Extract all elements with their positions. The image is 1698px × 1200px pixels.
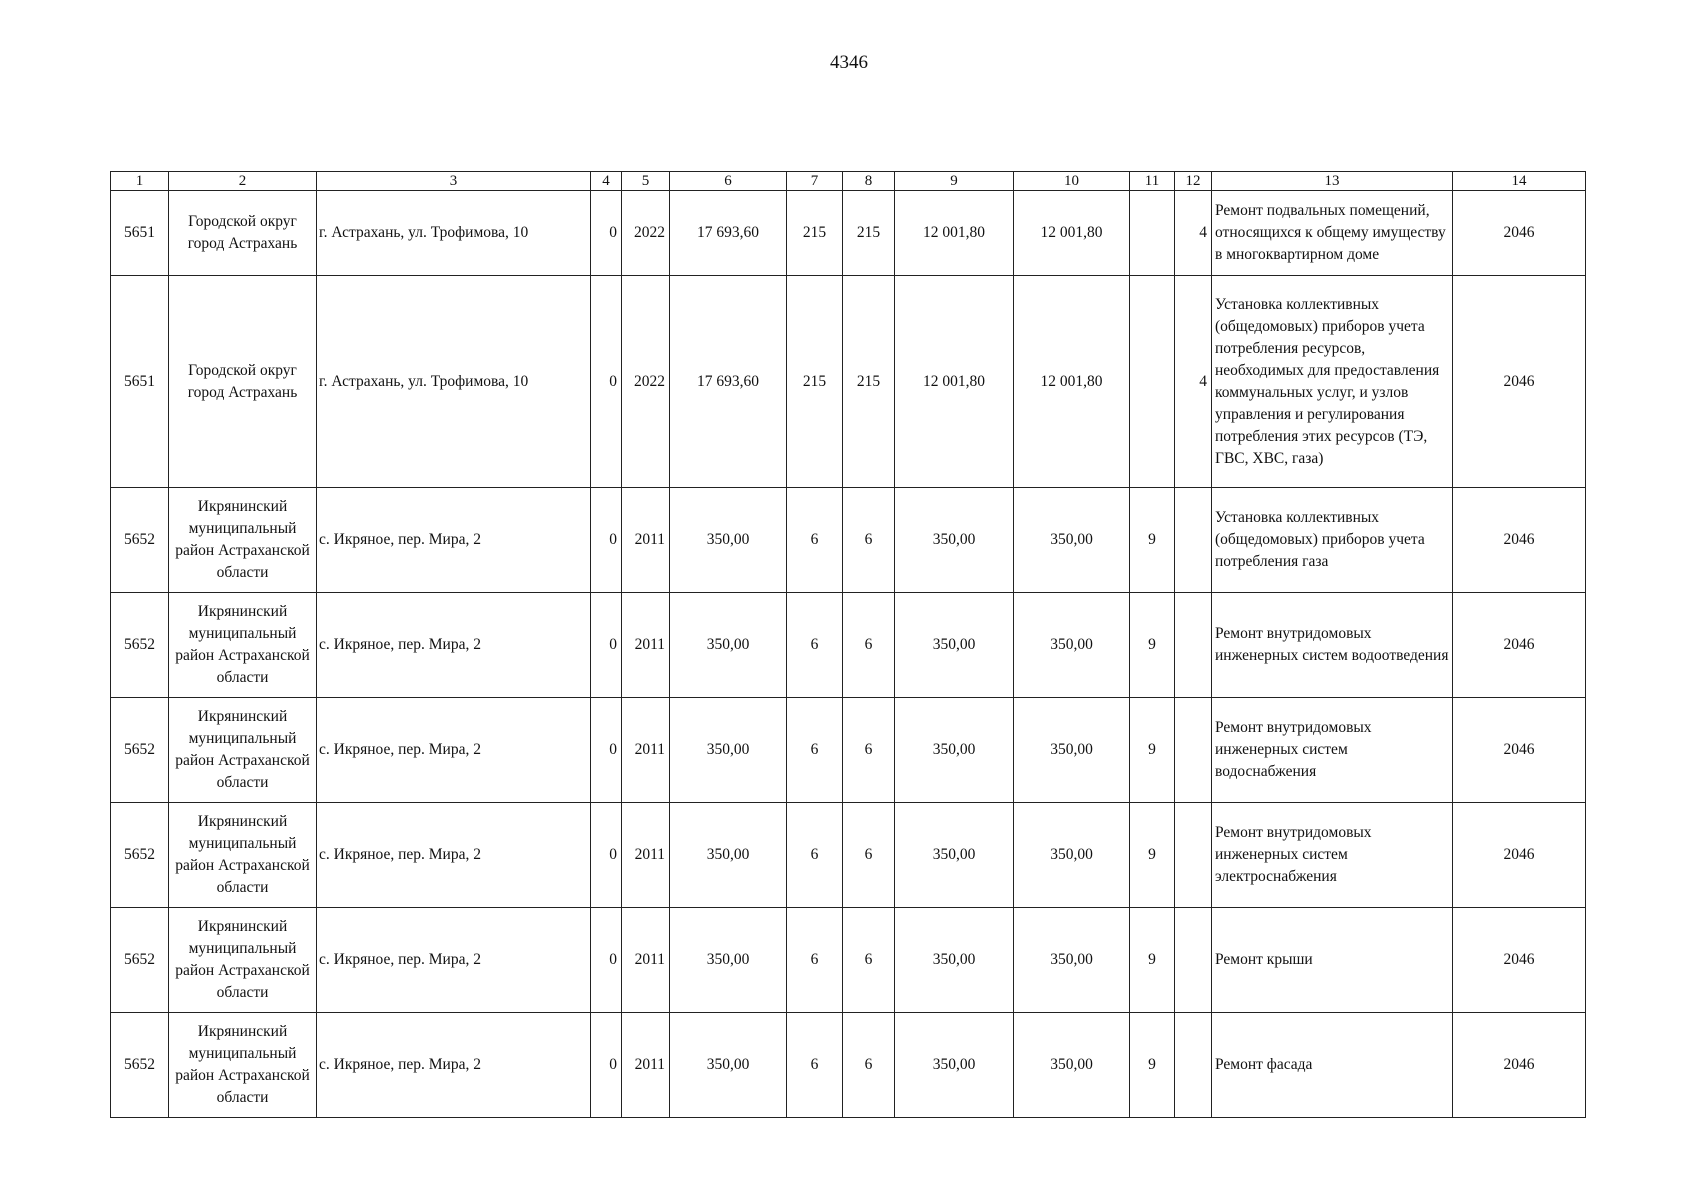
- address-cell: с. Икряное, пер. Мира, 2: [317, 803, 591, 908]
- table-row: [111, 698, 1586, 803]
- col11-cell: 9: [1130, 593, 1175, 698]
- municipality-cell: Икрянинский муниципальный район Астраханской области: [169, 698, 317, 803]
- column-number: 6: [670, 172, 787, 191]
- col9-cell: 12 001,80: [895, 191, 1014, 276]
- col12-cell: [1175, 488, 1212, 593]
- col8-cell: 6: [843, 908, 895, 1013]
- col10-cell: 350,00: [1014, 908, 1130, 1013]
- column-number: 14: [1453, 172, 1586, 191]
- col8-cell: 6: [843, 803, 895, 908]
- planned-year-cell: 2046: [1453, 488, 1586, 593]
- row-id-cell: 5652: [111, 908, 169, 1013]
- table-row: [111, 1013, 1586, 1118]
- work-type-cell: Ремонт подвальных помещений, относящихся к общему имуществу в многоквартирном доме: [1212, 191, 1453, 276]
- col10-cell: 12 001,80: [1014, 276, 1130, 488]
- col10-cell: 350,00: [1014, 593, 1130, 698]
- col7-cell: 6: [787, 593, 843, 698]
- col8-cell: 6: [843, 698, 895, 803]
- col7-cell: 6: [787, 488, 843, 593]
- col7-cell: 6: [787, 803, 843, 908]
- row-id-cell: 5651: [111, 276, 169, 488]
- col9-cell: 12 001,80: [895, 276, 1014, 488]
- column-number: 13: [1212, 172, 1453, 191]
- year-cell: 2011: [622, 593, 670, 698]
- work-type-cell: Ремонт внутридомовых инженерных систем электроснабжения: [1212, 803, 1453, 908]
- table-row: [111, 908, 1586, 1013]
- work-type-cell: Ремонт крыши: [1212, 908, 1453, 1013]
- municipality-cell: Городской округ город Астрахань: [169, 276, 317, 488]
- column-number: 2: [169, 172, 317, 191]
- year-cell: 2011: [622, 803, 670, 908]
- table-row: [111, 803, 1586, 908]
- col6-cell: 350,00: [670, 488, 787, 593]
- planned-year-cell: 2046: [1453, 191, 1586, 276]
- year-cell: 2011: [622, 698, 670, 803]
- work-type-cell: Установка коллективных (общедомовых) приборов учета потребления ресурсов, необходимых для предоставления коммунальных услуг, и узлов управления и регулирования потребления этих ресурсов (ТЭ, ГВС, ХВС, газа): [1212, 276, 1453, 488]
- year-cell: 2022: [622, 276, 670, 488]
- row-id-cell: 5652: [111, 1013, 169, 1118]
- col6-cell: 350,00: [670, 803, 787, 908]
- page-number: 4346: [830, 52, 868, 73]
- address-cell: с. Икряное, пер. Мира, 2: [317, 698, 591, 803]
- col11-cell: [1130, 276, 1175, 488]
- address-cell: с. Икряное, пер. Мира, 2: [317, 593, 591, 698]
- col11-cell: [1130, 191, 1175, 276]
- col4-cell: 0: [591, 276, 622, 488]
- col10-cell: 350,00: [1014, 1013, 1130, 1118]
- col6-cell: 350,00: [670, 593, 787, 698]
- col6-cell: 350,00: [670, 698, 787, 803]
- address-cell: г. Астрахань, ул. Трофимова, 10: [317, 276, 591, 488]
- col9-cell: 350,00: [895, 803, 1014, 908]
- column-number: 9: [895, 172, 1014, 191]
- col4-cell: 0: [591, 698, 622, 803]
- col11-cell: 9: [1130, 488, 1175, 593]
- row-id-cell: 5652: [111, 698, 169, 803]
- planned-year-cell: 2046: [1453, 803, 1586, 908]
- municipality-cell: Икрянинский муниципальный район Астраханской области: [169, 488, 317, 593]
- year-cell: 2022: [622, 191, 670, 276]
- table-body: [111, 191, 1586, 1118]
- col10-cell: 350,00: [1014, 488, 1130, 593]
- col9-cell: 350,00: [895, 488, 1014, 593]
- column-number: 7: [787, 172, 843, 191]
- col12-cell: 4: [1175, 276, 1212, 488]
- col4-cell: 0: [591, 1013, 622, 1118]
- address-cell: с. Икряное, пер. Мира, 2: [317, 1013, 591, 1118]
- planned-year-cell: 2046: [1453, 1013, 1586, 1118]
- col4-cell: 0: [591, 593, 622, 698]
- row-id-cell: 5652: [111, 488, 169, 593]
- column-number: 3: [317, 172, 591, 191]
- year-cell: 2011: [622, 488, 670, 593]
- column-number: 11: [1130, 172, 1175, 191]
- col10-cell: 12 001,80: [1014, 191, 1130, 276]
- col4-cell: 0: [591, 803, 622, 908]
- col9-cell: 350,00: [895, 908, 1014, 1013]
- col12-cell: 4: [1175, 191, 1212, 276]
- column-number: 1: [111, 172, 169, 191]
- address-cell: с. Икряное, пер. Мира, 2: [317, 488, 591, 593]
- municipality-cell: Городской округ город Астрахань: [169, 191, 317, 276]
- municipality-cell: Икрянинский муниципальный район Астраханской области: [169, 803, 317, 908]
- table-row: [111, 276, 1586, 488]
- table-row: [111, 593, 1586, 698]
- address-cell: г. Астрахань, ул. Трофимова, 10: [317, 191, 591, 276]
- col4-cell: 0: [591, 488, 622, 593]
- col6-cell: 17 693,60: [670, 276, 787, 488]
- column-number: 12: [1175, 172, 1212, 191]
- municipality-cell: Икрянинский муниципальный район Астраханской области: [169, 908, 317, 1013]
- col6-cell: 350,00: [670, 1013, 787, 1118]
- planned-year-cell: 2046: [1453, 908, 1586, 1013]
- col8-cell: 215: [843, 191, 895, 276]
- work-type-cell: Ремонт внутридомовых инженерных систем водоснабжения: [1212, 698, 1453, 803]
- col9-cell: 350,00: [895, 698, 1014, 803]
- col11-cell: 9: [1130, 1013, 1175, 1118]
- col6-cell: 350,00: [670, 908, 787, 1013]
- column-number-row: [111, 172, 1586, 191]
- col12-cell: [1175, 593, 1212, 698]
- col10-cell: 350,00: [1014, 698, 1130, 803]
- col7-cell: 6: [787, 698, 843, 803]
- col12-cell: [1175, 908, 1212, 1013]
- registry-table: [110, 171, 1586, 1118]
- row-id-cell: 5651: [111, 191, 169, 276]
- col8-cell: 215: [843, 276, 895, 488]
- table-row: [111, 191, 1586, 276]
- work-type-cell: Ремонт внутридомовых инженерных систем водоотведения: [1212, 593, 1453, 698]
- col7-cell: 6: [787, 908, 843, 1013]
- work-type-cell: Ремонт фасада: [1212, 1013, 1453, 1118]
- planned-year-cell: 2046: [1453, 698, 1586, 803]
- col11-cell: 9: [1130, 908, 1175, 1013]
- row-id-cell: 5652: [111, 593, 169, 698]
- planned-year-cell: 2046: [1453, 276, 1586, 488]
- col4-cell: 0: [591, 908, 622, 1013]
- col6-cell: 17 693,60: [670, 191, 787, 276]
- col7-cell: 6: [787, 1013, 843, 1118]
- col7-cell: 215: [787, 276, 843, 488]
- municipality-cell: Икрянинский муниципальный район Астраханской области: [169, 1013, 317, 1118]
- year-cell: 2011: [622, 1013, 670, 1118]
- col8-cell: 6: [843, 1013, 895, 1118]
- col12-cell: [1175, 803, 1212, 908]
- municipality-cell: Икрянинский муниципальный район Астраханской области: [169, 593, 317, 698]
- col4-cell: 0: [591, 191, 622, 276]
- column-number: 4: [591, 172, 622, 191]
- row-id-cell: 5652: [111, 803, 169, 908]
- planned-year-cell: 2046: [1453, 593, 1586, 698]
- address-cell: с. Икряное, пер. Мира, 2: [317, 908, 591, 1013]
- col11-cell: 9: [1130, 803, 1175, 908]
- col8-cell: 6: [843, 593, 895, 698]
- column-number: 10: [1014, 172, 1130, 191]
- column-number: 8: [843, 172, 895, 191]
- column-number: 5: [622, 172, 670, 191]
- col10-cell: 350,00: [1014, 803, 1130, 908]
- work-type-cell: Установка коллективных (общедомовых) приборов учета потребления газа: [1212, 488, 1453, 593]
- col9-cell: 350,00: [895, 593, 1014, 698]
- col12-cell: [1175, 698, 1212, 803]
- col12-cell: [1175, 1013, 1212, 1118]
- col8-cell: 6: [843, 488, 895, 593]
- col9-cell: 350,00: [895, 1013, 1014, 1118]
- table-row: [111, 488, 1586, 593]
- col7-cell: 215: [787, 191, 843, 276]
- col11-cell: 9: [1130, 698, 1175, 803]
- year-cell: 2011: [622, 908, 670, 1013]
